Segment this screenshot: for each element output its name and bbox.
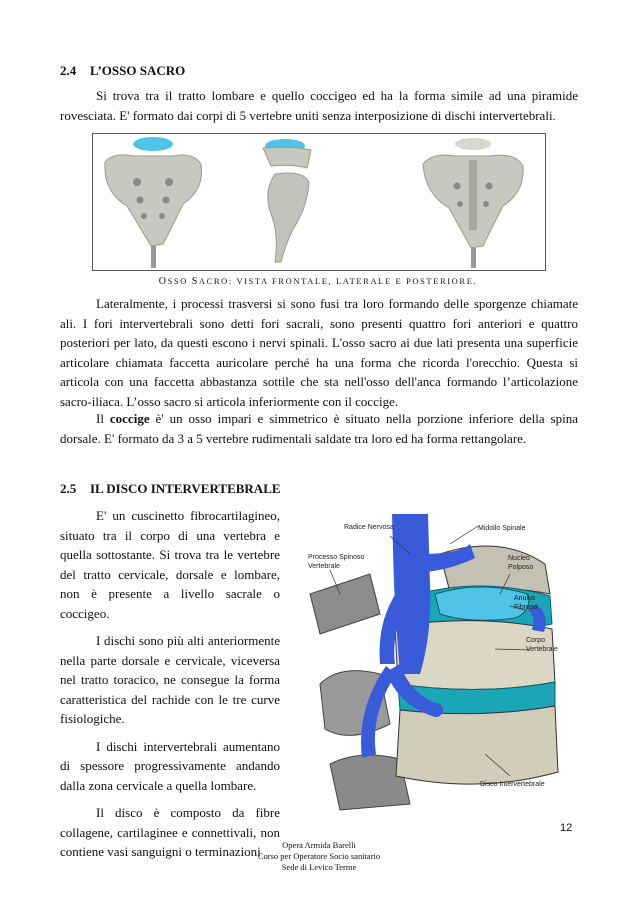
- page-number: 12: [560, 822, 573, 834]
- section-title: L’OSSO SACRO: [90, 63, 186, 78]
- label-nucleo-2: Polposo: [508, 564, 534, 571]
- label-radice-nervosa: Radice Nervosa: [344, 524, 394, 531]
- sacro-illustration: [93, 134, 545, 270]
- section-title: IL DISCO INTERVERTEBRALE: [90, 481, 281, 496]
- section-heading-osso-sacro: [60, 63, 185, 79]
- disc-paragraph-3: I dischi intervertebrali aumentano di spessore progressivamente andando dalla zona cervicale a quella lombare.: [60, 738, 280, 793]
- intro-paragraph: Si trova tra il tratto lombare e quello coccigeo ed ha la forma simile ad una piramide rovesciata. E' formato dai corpi di 5 vertebre uniti senza interposizione di dischi intervertebrali.: [60, 88, 578, 123]
- footer-line-2: Corso per Operatore Socio sanitario: [257, 851, 381, 861]
- label-anulus-2: Fibroso: [514, 604, 538, 611]
- sacro-figure-caption: OSSO SACRO: VISTA FRONTALE, LATERALE E POSTERIORE.: [158, 276, 478, 287]
- label-processo-spinoso: Processo Spinoso: [308, 554, 365, 561]
- label-disco-intervertebrale: Disco Intervertebrale: [480, 781, 545, 788]
- disc-text-column: [60, 506, 280, 862]
- disc-paragraph-4: Il disco è composto da fibre collagene, cartilaginee e connettivali, non contiene vasi sanguigni o terminazioni: [60, 805, 280, 859]
- footer-line-3: Sede di Levico Terme: [281, 862, 357, 872]
- page-footer: [219, 840, 419, 873]
- section-number: 2.4: [60, 63, 77, 78]
- label-midollo-spinale: Midollo Spinale: [478, 525, 526, 532]
- sacro-figure: [92, 133, 546, 271]
- coccige-term: coccige: [109, 411, 150, 426]
- label-corpo-2: Vertebrale: [526, 646, 558, 653]
- disc-illustration: [300, 514, 566, 812]
- sacro-front-view: [105, 137, 202, 268]
- lateral-paragraph: Lateralmente, i processi trasversi si sono fusi tra loro formando delle sporgenze chiamate ali. I fori intervertebrali sono detti fori sacrali, sono presenti quattro fori anteriori e quattro posteriori per lato, da questi escono i nervi spinali. L'osso sacro ai due lati presenta una superficie articolare chiamata faccetta auricolare perché ha una forma che ricorda l'orecchio. Questa si articola con una faccetta abbastanza sottile che sta nell'osso dell'anca formando l’articolazione sacro-iliaca. L’osso sacro si articola inferiormente con il coccige.: [60, 296, 578, 409]
- footer-line-1: Opera Armida Barelli: [282, 840, 356, 850]
- label-processo-spinoso-2: Vertebrale: [308, 563, 340, 570]
- coccige-paragraph: Il coccige è' un osso impari e simmetrico è situato nella porzione inferiore della spina dorsale. E' formato da 3 a 5 vertebre rudimentali saldate tra loro ed ha forma rettangolare.: [60, 411, 578, 446]
- label-corpo: Corpo: [526, 637, 546, 644]
- sacro-lateral-view: [263, 139, 311, 262]
- sacro-posterior-view: [423, 138, 523, 268]
- label-anulus: Anulus: [514, 595, 536, 602]
- section-heading-disco: [60, 481, 281, 497]
- disc-paragraph-2: I dischi sono più alti anteriormente nella parte dorsale e cervicale, viceversa nel tratto toracico, ne consegue la forma caratteristica del rachide con le tre curve fisiologiche.: [60, 633, 280, 726]
- disc-figure: [300, 514, 566, 812]
- label-nucleo: Nucleo: [508, 555, 530, 562]
- section-number: 2.5: [60, 481, 77, 496]
- disc-paragraph-1: E' un cuscinetto fibrocartilagineo, situato tra il corpo di una vertebra e quella sottostante. Si trova tra le vertebre del tratto cervicale, dorsale e lombare, non è presente a livello sacrale o coccigeo.: [60, 508, 280, 621]
